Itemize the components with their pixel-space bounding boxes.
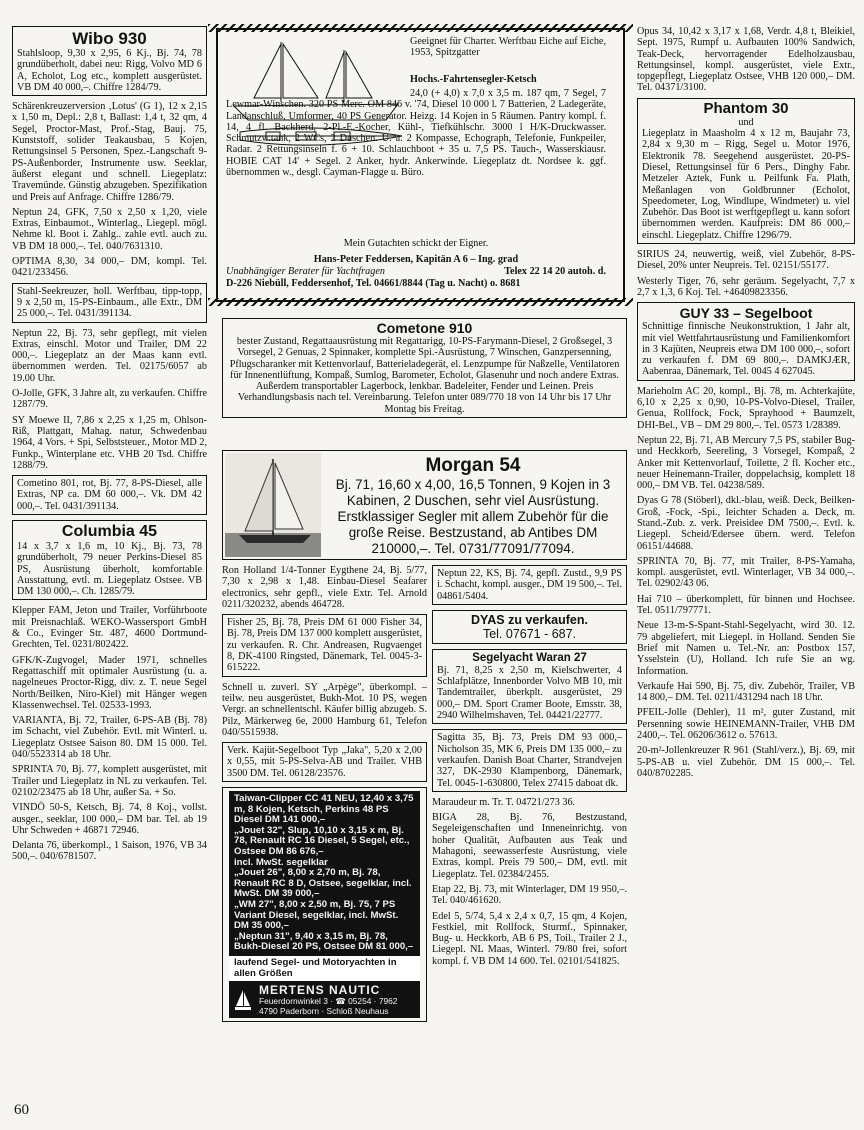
ad-text: 24,0 (+ 4,0) x 7,0 x 3,5 m. 187 qm, 7 Segel, 7 Lewmar-Winschen. 320 PS Merc. OM 846 v. '74, Diesel 10 000 l. 7 Batterien, 2 Ladegeräte, Landanschluß, Umformer, 40 PS Generator. Heizg. 14 Kojen in 5 Räumen. Pantry kompl. f. 14, 4 fl. Backherd, 2-Pl.-E.-Kocher, Kühl-, Tiefkühlschr. 3000 l H/K-Druckwasser. Schmutzw.tank, 2 WCs, 2 Duschen. U. a. 2 Kompasse, Echograph, Telefonie, Funkpeiler, Radar. 2 Rettungsinseln f. 6 + 10. Schlauchboot + 35 u. 7,5 PS. Tauch-, Wasserskiausr. HOBIE CAT 14' + Segel. 2 Anker, hydr. Ankerwinde. Liegeplatz dt. Nordsee k. ggf. übernommen w., desgl. Cayman-Flagge u. Büro. <box>226 88 606 179</box>
listing-line: „Jouet 26", 8,00 x 2,70 m, Bj. 78, Renault RC 8 D, Ostsee, segelklar, incl. MwSt. DM 39 000,– <box>234 867 412 900</box>
listing-line: „WM 27", 8,00 x 2,50 m, Bj. 75, 7 PS Variant Diesel, segelklar, incl. MwSt. DM 35 000,– <box>234 898 399 932</box>
ad-title: Columbia 45 <box>61 522 158 540</box>
ad-contact-address: D-226 Niebüll, Feddersenhof, Tel. 04661/8844 (Tag u. Nacht) o. 8681 <box>226 278 521 289</box>
ad-text: Edel 5, 5/74, 5,4 x 2,4 x 0,7, 15 qm, 4 Kojen, Festkiel, mit Rollfock, Sturmf., Spinnaker, Bug- u. Heckkorb, AB 6 PS, Toil., Trailer 2 J., Liegepl. NL Maas, Winterl. 79/80 frei, sofort kompl. f. VB DM 14 600. Tel. 02101/541825. <box>432 910 627 967</box>
ad-text: SPRINTA 70, Bj. 77, mit Trailer, 8-PS-Yamaha, kompl. ausgerüstet, evtl. Winterlager, VB 34 000,–. Tel. 02902/43 06. <box>637 555 855 590</box>
ad-text: Dyas G 78 (Stöberl), dkl.-blau, weiß. Deck, Beilken-Groß, -Fock, -Spi., leichter Schaden a. Deck, m. Stand.-Zub. z. verk. Preisidee DM 7500,–. Evtl. k. Liegepl. Scheid/Edersee übern. werd. Telefon 06151/44688. <box>637 495 855 552</box>
ad-text: Neptun 22, Bj. 71, AB Mercury 7,5 PS, stabiler Bug- und Heckkorb, Seereling, 3 Vorsegel, Kompaß, 2 Anker mit Kettenvorlauf, Toilette, 2 fl. Kocher etc., neuer Heinemann-Trailer, doppelachsig, komplett 18 000,– DM VB. Tel. 04238/589. <box>637 434 855 492</box>
listing-line: „Neptun 31", 9,40 x 3,15 m, Bj. 78, Bukh-Diesel 20 PS, Ostsee DM 81 000,– <box>234 930 414 953</box>
ad-text: SY Moewe II, 7,86 x 2,25 x 1,25 m, Ohlson-Riß, Plattgatt, Mahag. natur, Schwedenbau 1964, 4 Vors. + Spi, Selbststeuer., Motor MD 2, Funkp., Winterplane etc. VHB 20 Tsd. Chiffre 1288/79. <box>12 414 207 471</box>
column-2-lower <box>222 565 427 1027</box>
ad-text: Klepper FAM, Jeton und Trailer, Vorführboote mit Preisnachlaß. WEKO-Wassersport GmbH & Co., Evinger Str. 487, 4600 Dortmund-Grechten, Tel. 0231/802422. <box>12 605 207 651</box>
ad-phantom-30 <box>637 98 855 244</box>
ad-text: Schnittige finnische Neukonstruktion, 1 Jahr alt, mit viel Wettfahrtausrüstung und Familienkomfort in 3 Kajüten, Neupreis etwa DM 100 000,–, sofort zu verkaufen f. DM 69 800,–. DAMKJÆR, Aabenraa, Dänemark, Tel. 0045 4 627045. <box>642 321 850 378</box>
listing-line: laufend Segel- und Motoryachten in allen Größen <box>229 956 420 981</box>
ad-text: 20-m²-Jollenkreuzer R 961 (Stahl/verz.), Bj. 69, mit 5-PS-AB u. viel Zubehör. DM 15 000,–. Tel. 040/8702285. <box>637 745 855 779</box>
ad-text: Liegeplatz in Maasholm 4 x 12 m, Baujahr 73, 2,84 x 9,30 m – Rigg, Segel u. Motor 1976, Elektronik 78. Seegehend ausgerüstet. 20-PS-Diesel, Rettungsinsel für 6 Pers., Dinghy Fabr. Metzeler Aztek, Funk u. Peilfunk Fa. Plath, Meßanlagen von Goldbrunner (Echolot, Speedometer, Log, Windlupe, Windmeter) u. viel Zubehör. Das Boot ist werftgepflegt u. kann sofort übernommen werden. Kaufpreis: DM 86 000,– einschl. Liegeplatz. Chiffre 1296/79. <box>642 128 850 241</box>
ad-text: Cometino 801, rot, Bj. 77, 8-PS-Diesel, alle Extras, NP ca. DM 60 000,–. Vk. DM 42 000,–. Tel. 0431/391134. <box>17 478 202 512</box>
mertens-address: Feuerdornwinkel 3 · ☎ 05254 · 7962 <box>259 996 398 1007</box>
ad-text: OPTIMA 8,30, 34 000,– DM, kompl. Tel. 0421/233456. <box>12 256 207 279</box>
ad-text: Fisher 25, Bj. 78, Preis DM 61 000 Fisher 34, Bj. 78, Preis DM 137 000 komplett ausgerüstet, zu verkaufen. R. Chr. Andreasen, Rugvaenget 8, DK-4100 Ringsted, Dänemark, Tel. 0045-3-615222. <box>227 617 422 674</box>
ad-text: VINDÖ 50-S, Ketsch, Bj. 74, 8 Koj., vollst. ausger., seeklar, 100 000,– DM bar. Tel. ab 19 Uhr Schweden + 46871 72946. <box>12 802 207 836</box>
ad-text: Unabhängiger Berater für Yachtfragen <box>226 266 385 277</box>
ad-text: Schnell u. zuverl. SY „Arpège", überkompl. – teilw. neu ausgerüstet, Bukh-Mot. 10 PS, wegen Vergr. an schnellentschl. Käufer billig abzugeb. S. Pilz, Märkerweg 6e, 2000 Hamburg 61, Telefon 040/5515938. <box>222 681 427 738</box>
ad-waran-27 <box>432 649 627 724</box>
ad-text: Sagitta 35, Bj. 73, Preis DM 93 000,– Nicholson 35, MK 6, Preis DM 135 000,– zu verkaufen. Danish Boat Charter, Strandvejen 327, DK-2930 Klampenborg, Dänemark, Tel. 0045-1-630800, Telex 27415 daboat dk. <box>437 732 622 789</box>
mertens-address: 4790 Paderborn · Schloß Neuhaus <box>259 1005 389 1016</box>
ad-text: Westerly Tiger, 76, sehr geräum. Segelyacht, 7,7 x 2,7 x 1,3, 6 Koj. Tel. +46409823356. <box>637 275 855 298</box>
ad-text: GFK/K-Zugvogel, Mader 1971, schnelles Regattaschiff mit optimaler Ausrüstung (u. a. nagelneues Proctor-Rigg, div. z. T. neue Segel North/Beilken, Niro-Kiel) mit Hänger wegen Klassenwechsel. Tel. 02533-1993. <box>12 654 207 711</box>
ad-text: 14 x 3,7 x 1,6 m, 10 Kj., Bj. 73, 78 grundüberholt, 79 neuer Perkins-Diesel 85 PS, Ausrüstung überholt, komfortable Ausstattung, evtl. m. Liegeplatz Ostsee. VB DM 130 000,–. Ch. 1285/79. <box>17 540 202 598</box>
ad-text: Etap 22, Bj. 73, mit Winterlager, DM 19 950,–. Tel. 040/461620. <box>432 883 627 907</box>
ad-text: Delanta 76, überkompl., 1 Saison, 1976, VB 34 500,–. 040/6781507. <box>12 840 207 863</box>
ad-contact-line <box>226 266 606 277</box>
mertens-footer <box>229 981 420 1018</box>
ad-jaka <box>222 742 427 782</box>
ad-sagitta-35 <box>432 729 627 791</box>
ad-neptun-22-ks <box>432 565 627 605</box>
ad-text: Neue 13-m-S-Spant-Stahl-Segelyacht, wird 30. 12. 79 abgeliefert, mit Liegepl. in Holland. Senden Sie Brief mit Namen u. Tel.-Nr. an: Postbox 157, Ysselstein (U), Holland. Ich rufe Sie an wg. Information. <box>637 620 855 677</box>
ad-text: Bj. 71, 8,25 x 2,50 m, Kielschwerter, 4 Schlafplätze, Innenborder Volvo MB 10, mit Tandemtrailer, überkplt. ausgerüstet, 29 000,– DM. Sport Cramer Boote, Emsstr. 38, 2940 Wilhelmshaven, Tel. 04421/22777. <box>437 664 622 722</box>
ad-title: Cometone 910 <box>376 320 473 336</box>
ad-stahl-seekreuzer <box>12 283 207 323</box>
ad-fisher <box>222 614 427 676</box>
ad-mertens-nautic <box>222 787 427 1022</box>
ad-text: O-Jolle, GFK, 3 Jahre alt, zu verkaufen. Chiffre 1287/79. <box>12 388 207 411</box>
ad-title: Phantom 30 <box>703 99 789 117</box>
ad-text: Verkaufe Hai 590, Bj. 75, div. Zubehör, Trailer, VB 14 800,– DM. Tel. 0211/431294 nach 18 Uhr. <box>637 680 855 704</box>
ad-text: Bj. 71, 16,60 x 4,00, 16,5 Tonnen, 9 Kojen in 3 Kabinen, 2 Duschen, sehr viel Ausrüstung. Erstklassiger Segler mit allem Zubehör für die große Reise. Bestzustand, ab Antibes DM 210000,–. Tel. 0731/77091/77094. <box>335 477 611 556</box>
listing-line: „Jouet 32", Slup, 10,10 x 3,15 x m, Bj. 78, Renault RC 16 Diesel, 5 Segel, etc., Ostsee DM 86 676,– <box>234 824 410 858</box>
ad-heading: Hochs.-Fahrtensegler-Ketsch <box>410 74 537 85</box>
ad-text: SIRIUS 24, neuwertig, weiß, viel Zubehör, 8-PS-Diesel, 20% unter Neupreis. Tel. 02151/55177. <box>637 249 855 272</box>
ad-text: Hai 710 – überkomplett, für binnen und Hochsee. Tel. 0511/797771. <box>637 593 855 617</box>
ad-text: Opus 34, 10,42 x 3,17 x 1,68, Verdr. 4,8 t, Bleikiel, Sept. 1975, Rumpf u. Aufbauten 100% Sandwich, Teak-Deck, hervorragender Edelholzausbau, Rettungsinsel, kompl. ausgerüstet, viele Extr., topgepflegt, Liegeplatz Ostsee, VHB 120 000,– DM. Tel. 04371/3100. <box>637 26 855 94</box>
ad-text: Ron Holland 1/4-Tonner Eygthene 24, Bj. 5/77, 7,30 x 2,98 x 1,48. Einbau-Diesel Seafarer electronics, sehr gepfl., viele Extr. Tel. Arnold 0211/320232, abends 464728. <box>222 565 427 610</box>
ad-text: Schärenkreuzerversion ‚Lotus' (G 1), 12 x 2,15 x 1,50 m, Depl.: 2,8 t, Ballast: 1,4 t, 32 qm, 4 Segel, Proctor-Mast, Prof.-Stag, Bauj. 75, Kunststoff, solider Teakausbau, 5 Kojen, Rettungsinsel 5 Personen, Spez.-Langschaft 9-PS-Außenborder, Instrumente usw. Seeklar, äußerst elegant und schnell. Liegeplatz: Travemünde. Günstig abzugeben. Spezifikation und Preis auf Anfrage. Chiffre 1286/79. <box>12 101 207 203</box>
column-3 <box>432 565 627 971</box>
ad-text: Mein Gutachten schickt der Eigner. <box>343 238 489 249</box>
ad-text: Verk. Kajüt-Segelboot Typ „Jaka", 5,20 x 2,00 x 0,55, mit 5-PS-Selva-AB und Trailer. VHB 3500 DM. Tel. 06128/23576. <box>227 745 422 779</box>
column-4 <box>637 26 855 783</box>
ad-text: VARIANTA, Bj. 72, Trailer, 6-PS-AB (Bj. 78) im Schacht, viel Zubehör. Evtl. mit Winterl. u. Liegeplatz Ostsee Saison 80. DM 15 000. Tel. 040/5523314 ab 18 Uhr. <box>12 715 207 761</box>
ad-text: BIGA 28, Bj. 76, Bestzustand, Segeleigenschaften und Inneneinrichtg. von hoher Qualität, Aufbauten aus Teak und Mahagoni, seewasserfeste Ausrüstung, viele Extras, kompl. Preis 79 500,– DM, evtl. mit Liegeplatz. Tel. 02384/2455. <box>432 812 627 880</box>
ad-wibo-930 <box>12 26 207 96</box>
ad-text: SPRINTA 70, Bj. 77, komplett ausgerüstet, mit Trailer und Liegeplatz in NL zu verkaufen. Tel. 02102/23475 ab 18 Uhr, außer Sa. + So. <box>12 764 207 798</box>
ad-text: Stahl-Seekreuzer, holl. Werftbau, tipp-topp, 9 x 2,50 m, 15-PS-Einbaum., alle Extr., DM 25 000,–. Tel. 0431/391134. <box>17 285 202 320</box>
column-1 <box>12 26 207 867</box>
ad-title: GUY 33 – Segelboot <box>679 305 813 322</box>
ad-columbia-45 <box>12 520 207 600</box>
mertens-name: MERTENS NAUTIC <box>259 983 381 998</box>
ad-cometino <box>12 475 207 515</box>
ad-text: bester Zustand, Regattaausrüstung mit Regattarigg, 10-PS-Farymann-Diesel, 2 Großsegel, 3 Vorsegel, 2 Genuas, 2 Spinnaker, komplette Spi.-Ausrüstung, 7 Winschen, Ganzpersenning, Pflugscharanker mit Kettenvorlauf, Batterieladegerät, el. Lenzpumpe für Naßzelle, Ventilatoren für Innenentlüftung, Kompaß, Sumlog, Barometer, Echolot, Glasenuhr und noch andere Extras. Außerdem transportabler Lagerbock, lenkbar. Badeleiter, Fender und Leinen. Preis Verhandlungsbasis nach tel. Vereinbarung. Telefon unter 089/770 18 von 14 Uhr bis 17 Uhr Montag bis Freitag. <box>229 336 620 415</box>
sailboat-logo-icon <box>233 988 253 1012</box>
listing-line: Taiwan-Clipper CC 41 NEU, 12,40 x 3,75 m, 8 Kojen, Ketsch, Perkins 48 PS Diesel DM 141 000,– <box>234 793 414 826</box>
ad-text: und <box>738 116 754 128</box>
ad-guy-33 <box>637 302 855 380</box>
ad-morgan-54 <box>222 450 627 560</box>
ad-dyas <box>432 610 627 644</box>
ad-title: Segelyacht Waran 27 <box>472 651 587 664</box>
ad-text: PFEIL-Jolle (Dehler), 11 m², guter Zustand, mit Persenning sowie HEINEMANN-Trailer, VHB DM 2400,–. Tel. 06206/3612 o. 57613. <box>637 707 855 742</box>
ad-text: Maraudeur m. Tr. T. 04721/273 36. <box>432 796 576 808</box>
ad-text: Stahlsloop, 9,30 x 2,95, 6 Kj., Bj. 74, 78 grundüberholt, dabei neu: Rigg, Volvo MD 6 A, Echolot, Log etc., komplett ausgerüstet. VB DM 40 000,–. Chiffre 1284/79. <box>17 48 202 93</box>
ad-title: DYAS zu verkaufen. <box>471 612 588 627</box>
sailboat-photo <box>225 453 321 557</box>
ad-title: Wibo 930 <box>72 29 147 48</box>
ad-feddersen <box>226 36 611 292</box>
ad-title: Morgan 54 <box>425 455 521 476</box>
ad-text: Marieholm AC 20, kompl., Bj. 78, m. Achterkajüte, 6,10 x 2,25 x 0,90, 10-PS-Volvo-Diesel, Trailer, Genua, Rollfock, Fock, Sprayhood + Baumzelt, DHI-Bel., VB – DM 29 800,–. Tel. 0573 1/28389. <box>637 385 855 431</box>
ad-contact-name: Hans-Peter Feddersen, Kapitän A 6 – Ing. grad <box>313 254 519 265</box>
ad-text: Neptun 24, GFK, 7,50 x 2,50 x 1,20, viele Extras, Einbaumot., Winterlag., Liegepl. mögl. Nehme kl. Boot i. Zahlg.. zahle evtl. auch zu. VB DM 18 000,–. Tel. 040/7631310. <box>12 206 207 252</box>
ad-text: Telex 22 14 20 autoh. d. <box>504 266 606 277</box>
ad-cometone-910 <box>222 318 627 418</box>
ad-text: Geeignet für Charter. Werftbau Eiche auf Eiche, 1953, Spitzgatter <box>410 36 606 59</box>
ad-text: Tel. 07671 - 687. <box>482 626 577 641</box>
ad-text: Neptun 22, KS, Bj. 74, gepfl. Zustd., 9,9 PS i. Schacht, kompl. ausger., DM 19 500,–. Tel. 04861/5404. <box>437 568 622 602</box>
ad-text: Neptun 22, Bj. 73, sehr gepflegt, mit vielen Extras, einschl. Motor und Trailer, DM 22 000,–. Liegeplatz an der Maas kann evtl. übernommen werden. Tel. 02175/6057 ab 19.00 Uhr. <box>12 327 207 384</box>
listing-line: incl. MwSt. segelklar <box>234 856 328 868</box>
page-number: 60 <box>14 1102 29 1118</box>
mertens-listing <box>229 791 420 956</box>
